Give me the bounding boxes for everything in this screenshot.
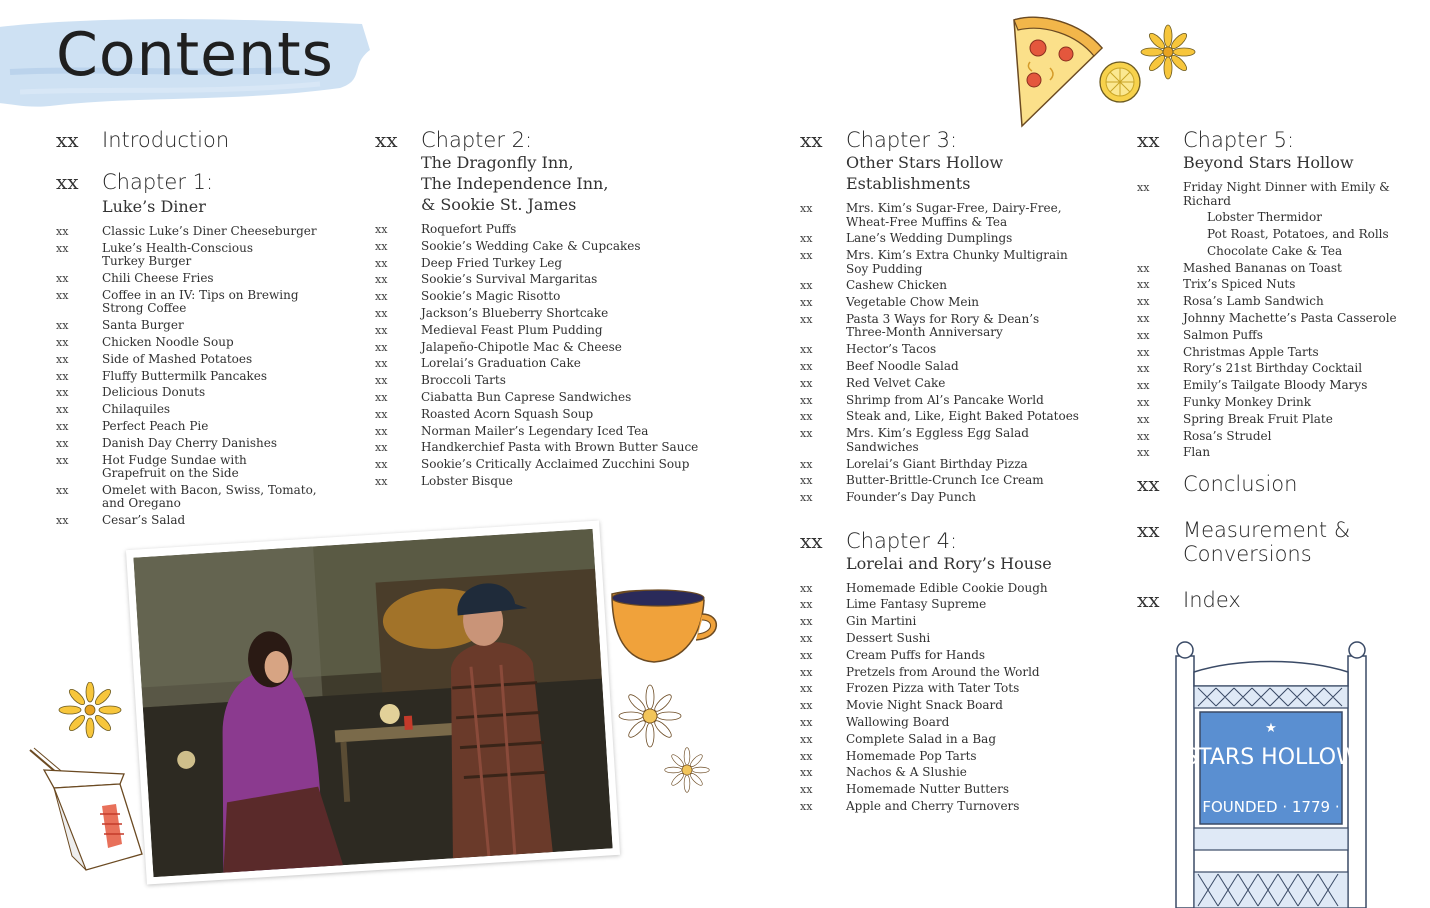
coffee-mug-icon [604, 586, 724, 666]
chapter-2-page-number: xx [375, 128, 398, 152]
recipe-entry [56, 272, 346, 286]
recipe-page-number: xx [1137, 295, 1150, 309]
chapter-5-section [1137, 128, 1430, 460]
recipe-entry [375, 307, 705, 321]
recipe-name: Lobster Bisque [421, 473, 513, 488]
recipe-page-number: xx [375, 390, 388, 404]
recipe-entry [56, 319, 346, 333]
stars-hollow-sign-icon [1168, 638, 1374, 908]
recipe-page-number: xx [1137, 328, 1150, 342]
recipe-name: Shrimp from Al’s Pancake World [846, 392, 1044, 407]
recipe-entry [800, 615, 1100, 629]
toc-column-4 [1137, 128, 1430, 612]
recipe-page-number: xx [1137, 278, 1150, 292]
recipe-entry [800, 491, 1100, 505]
recipe-entry [56, 370, 346, 384]
diner-photo [126, 520, 620, 884]
recipe-page-number: xx [800, 232, 813, 246]
recipe-entry [800, 394, 1100, 408]
recipe-page-number: xx [375, 306, 388, 320]
recipe-name: Norman Mailer’s Legendary Iced Tea [421, 423, 649, 438]
recipe-entry [800, 666, 1100, 680]
chapter-1-title: Chapter 1: [102, 170, 214, 194]
recipe-name: Gin Martini [846, 614, 917, 629]
recipe-name: Mrs. Kim’s Sugar-Free, Dairy-Free, Wheat-Free Muffins & Tea [846, 201, 1062, 229]
recipe-name: Cashew Chicken [846, 278, 947, 293]
recipe-name: Classic Luke’s Diner Cheeseburger [102, 224, 317, 238]
recipe-entry [56, 420, 346, 434]
recipe-entry [800, 733, 1100, 747]
measurement-section [1137, 518, 1430, 566]
recipe-name: Perfect Peach Pie [102, 418, 209, 433]
recipe-name: Lane’s Wedding Dumplings [846, 231, 1013, 246]
recipe-name: Salmon Puffs [1183, 327, 1263, 342]
recipe-page-number: xx [800, 716, 813, 730]
recipe-entry [800, 783, 1100, 797]
recipe-page-number: xx [1137, 312, 1150, 326]
chapter-3-subtitle-line: Other Stars Hollow [846, 153, 1004, 172]
recipe-page-number: xx [375, 424, 388, 438]
chapter-3-recipe-list [800, 202, 1100, 505]
recipe-entry [800, 699, 1100, 713]
recipe-name: Ciabatta Bun Caprese Sandwiches [421, 389, 632, 404]
recipe-page-number: xx [800, 732, 813, 746]
recipe-name: Lorelai’s Giant Birthday Pizza [846, 456, 1028, 471]
yellow-flower-icon [1140, 24, 1196, 80]
recipe-name: Side of Mashed Potatoes [102, 351, 253, 366]
index-page-number: xx [1137, 587, 1160, 612]
recipe-entry [375, 475, 705, 489]
recipe-page-number: xx [56, 369, 69, 383]
intro-page-number: xx [56, 128, 79, 152]
recipe-page-number: xx [375, 340, 388, 354]
recipe-name: Mrs. Kim’s Extra Chunky Multigrain Soy Pudding [846, 248, 1068, 276]
recipe-page-number: xx [375, 474, 388, 488]
chapter-3-page-number: xx [800, 128, 823, 152]
recipe-name: Founder’s Day Punch [846, 490, 977, 505]
recipe-entry [800, 766, 1100, 780]
recipe-name: Pot Roast, Potatoes, and Rolls [1207, 227, 1389, 242]
recipe-name: Sookie’s Wedding Cake & Cupcakes [421, 238, 641, 253]
measurement-title-line: Conversions [1183, 541, 1312, 566]
recipe-page-number: xx [56, 319, 69, 333]
daisy-flower-icon [664, 747, 710, 793]
recipe-page-number: xx [56, 272, 69, 286]
recipe-entry [375, 441, 705, 455]
recipe-name: Johnny Machette’s Pasta Casserole [1183, 311, 1397, 326]
recipe-page-number: xx [375, 256, 388, 270]
recipe-name: Lime Fantasy Supreme [846, 597, 987, 612]
recipe-page-number: xx [800, 699, 813, 713]
recipe-entry [56, 353, 346, 367]
chapter-4-subtitle: Lorelai and Rory’s House [846, 553, 1052, 573]
recipe-page-number: xx [375, 290, 388, 304]
recipe-page-number: xx [800, 343, 813, 357]
recipe-entry [375, 391, 705, 405]
chapter-4-page-number: xx [800, 528, 823, 553]
chapter-1-recipe-list [56, 225, 346, 528]
recipe-entry [56, 289, 346, 316]
recipe-page-number: xx [1137, 379, 1150, 393]
index-title: Index [1183, 587, 1241, 612]
recipe-name: Nachos & A Slushie [846, 765, 967, 780]
recipe-page-number: xx [56, 436, 69, 450]
recipe-page-number: xx [800, 581, 813, 595]
recipe-page-number: xx [56, 335, 69, 349]
recipe-page-number: xx [56, 453, 69, 467]
chapter-5-subtitle: Beyond Stars Hollow [1183, 153, 1354, 172]
recipe-name: Broccoli Tarts [421, 373, 506, 388]
recipe-page-number: xx [800, 474, 813, 488]
recipe-name: Wallowing Board [846, 715, 950, 730]
introduction-section [56, 128, 346, 152]
chapter-2-subtitle-line: & Sookie St. James [421, 195, 577, 214]
chapter-2-section [375, 128, 705, 488]
recipe-name: Beef Noodle Salad [846, 359, 959, 374]
recipe-name: Danish Day Cherry Danishes [102, 435, 277, 450]
recipe-page-number: xx [56, 403, 69, 417]
recipe-entry [1137, 211, 1430, 225]
recipe-entry [1137, 245, 1430, 259]
chapter-5-page-number: xx [1137, 128, 1160, 152]
chapter-5-title: Chapter 5: [1183, 128, 1295, 152]
recipe-entry [1137, 228, 1430, 242]
recipe-name: Fluffy Buttermilk Pancakes [102, 368, 268, 383]
recipe-name: Christmas Apple Tarts [1183, 344, 1319, 359]
daisy-flower-icon [618, 684, 682, 748]
recipe-entry [375, 341, 705, 355]
recipe-name: Luke’s Health-Conscious Turkey Burger [102, 240, 253, 269]
measurement-title-line: Measurement & [1183, 517, 1351, 542]
recipe-name: Mashed Bananas on Toast [1183, 260, 1342, 275]
recipe-name: Delicious Donuts [102, 385, 206, 400]
recipe-name: Spring Break Fruit Plate [1183, 411, 1333, 426]
recipe-entry [800, 202, 1100, 229]
recipe-entry [800, 343, 1100, 357]
recipe-name: Homemade Edible Cookie Dough [846, 580, 1048, 595]
recipe-entry [56, 403, 346, 417]
photo-scene-image [133, 529, 612, 877]
chapter-4-recipe-list [800, 582, 1100, 814]
recipe-page-number: xx [375, 407, 388, 421]
recipe-entry [800, 474, 1100, 488]
lemon-slice-icon [1096, 58, 1144, 106]
recipe-name: Medieval Feast Plum Pudding [421, 322, 603, 337]
recipe-entry [800, 649, 1100, 663]
recipe-entry [800, 360, 1100, 374]
recipe-entry [800, 249, 1100, 276]
conclusion-page-number: xx [1137, 471, 1160, 496]
recipe-entry [56, 336, 346, 350]
recipe-page-number: xx [1137, 362, 1150, 376]
page-title: Contents [56, 20, 334, 90]
chapter-1-page-number: xx [56, 170, 79, 194]
recipe-name: Sookie’s Magic Risotto [421, 289, 561, 304]
recipe-page-number: xx [1137, 429, 1150, 443]
recipe-name: Roasted Acorn Squash Soup [421, 406, 594, 421]
recipe-entry [56, 454, 346, 481]
recipe-entry [56, 437, 346, 451]
recipe-page-number: xx [375, 223, 388, 236]
recipe-page-number: xx [800, 783, 813, 797]
recipe-name: Jackson’s Blueberry Shortcake [421, 305, 609, 320]
recipe-page-number: xx [375, 357, 388, 371]
recipe-name: Chocolate Cake & Tea [1207, 243, 1343, 258]
recipe-name: Homemade Pop Tarts [846, 748, 977, 763]
recipe-entry [1137, 329, 1430, 343]
recipe-name: Lorelai’s Graduation Cake [421, 356, 581, 371]
recipe-name: Hector’s Tacos [846, 342, 937, 357]
sign-star-icon: ★ [1265, 721, 1277, 736]
recipe-page-number: xx [800, 202, 813, 215]
measurement-page-number: xx [1137, 517, 1160, 542]
recipe-page-number: xx [375, 323, 388, 337]
recipe-page-number: xx [800, 249, 813, 263]
recipe-name: Pretzels from Around the World [846, 664, 1040, 679]
recipe-entry [1137, 346, 1430, 360]
recipe-name: Complete Salad in a Bag [846, 731, 997, 746]
recipe-entry [1137, 396, 1430, 410]
recipe-page-number: xx [800, 457, 813, 471]
recipe-page-number: xx [800, 312, 813, 326]
recipe-entry [375, 273, 705, 287]
recipe-entry [800, 232, 1100, 246]
recipe-page-number: xx [375, 374, 388, 388]
recipe-page-number: xx [56, 419, 69, 433]
recipe-name: Rory’s 21st Birthday Cocktail [1183, 361, 1363, 376]
sign-line-1: STARS HOLLOW [1184, 745, 1358, 770]
recipe-entry [1137, 362, 1430, 376]
recipe-entry [800, 427, 1100, 454]
recipe-page-number: xx [800, 598, 813, 612]
recipe-name: Steak and, Like, Eight Baked Potatoes [846, 409, 1079, 424]
recipe-name: Trix’s Spiced Nuts [1183, 277, 1296, 292]
recipe-entry [56, 484, 346, 511]
recipe-entry [56, 386, 346, 400]
recipe-page-number: xx [375, 239, 388, 253]
recipe-name: Hot Fudge Sundae with Grapefruit on the Side [102, 452, 247, 481]
recipe-entry [800, 598, 1100, 612]
recipe-entry [375, 374, 705, 388]
recipe-entry [375, 223, 705, 237]
chapter-4-section [800, 529, 1100, 814]
recipe-entry [800, 582, 1100, 596]
conclusion-title: Conclusion [1183, 471, 1298, 496]
recipe-page-number: xx [1137, 345, 1150, 359]
chapter-2-title: Chapter 2: [421, 128, 533, 152]
recipe-name: Movie Night Snack Board [846, 698, 1003, 713]
recipe-page-number: xx [56, 386, 69, 400]
recipe-page-number: xx [800, 410, 813, 424]
recipe-name: Apple and Cherry Turnovers [846, 799, 1020, 814]
recipe-entry [1137, 413, 1430, 427]
recipe-entry [1137, 379, 1430, 393]
recipe-entry [800, 750, 1100, 764]
recipe-entry [375, 458, 705, 472]
recipe-name: Mrs. Kim’s Eggless Egg Salad Sandwiches [846, 426, 1029, 454]
recipe-entry [800, 632, 1100, 646]
recipe-name: Chili Cheese Fries [102, 271, 214, 286]
chapter-3-subtitle-line: Establishments [846, 174, 971, 193]
recipe-name: Cesar’s Salad [102, 513, 186, 528]
recipe-name: Friday Night Dinner with Emily & Richard [1183, 180, 1390, 208]
recipe-name: Omelet with Bacon, Swiss, Tomato, and Oregano [102, 482, 317, 511]
recipe-page-number: xx [1137, 181, 1150, 194]
recipe-name: Cream Puffs for Hands [846, 647, 986, 662]
sign-line-2: FOUNDED · 1779 · [1202, 798, 1340, 816]
recipe-entry [800, 296, 1100, 310]
toc-column-1 [56, 128, 346, 531]
recipe-page-number: xx [375, 273, 388, 287]
chapter-1-section [56, 170, 346, 528]
recipe-entry [56, 242, 346, 269]
recipe-name: Sookie’s Critically Acclaimed Zucchini Soup [421, 457, 690, 472]
recipe-page-number: xx [800, 648, 813, 662]
recipe-name: Rosa’s Lamb Sandwich [1183, 294, 1324, 309]
pizza-slice-icon [1000, 8, 1110, 128]
recipe-page-number: xx [1137, 446, 1150, 460]
recipe-name: Coffee in an IV: Tips on Brewing Strong Coffee [102, 287, 299, 316]
recipe-page-number: xx [800, 682, 813, 696]
recipe-entry [375, 290, 705, 304]
recipe-page-number: xx [800, 665, 813, 679]
recipe-page-number: xx [56, 483, 69, 497]
recipe-name: Pasta 3 Ways for Rory & Dean’s Three-Month Anniversary [846, 311, 1040, 340]
recipe-name: Funky Monkey Drink [1183, 395, 1312, 410]
chapter-2-subtitle-line: The Independence Inn, [421, 174, 609, 193]
index-section [1137, 588, 1430, 612]
recipe-entry [375, 357, 705, 371]
recipe-page-number: xx [800, 393, 813, 407]
recipe-page-number: xx [56, 288, 69, 302]
chapter-5-recipe-list [1137, 181, 1430, 460]
recipe-entry [1137, 262, 1430, 276]
chapter-1-subtitle: Luke’s Diner [102, 197, 206, 216]
recipe-page-number: xx [800, 427, 813, 441]
recipe-entry [1137, 430, 1430, 444]
recipe-entry [800, 458, 1100, 472]
chapter-4-title: Chapter 4: [846, 528, 958, 553]
recipe-name: Santa Burger [102, 318, 184, 333]
recipe-page-number: xx [375, 458, 388, 472]
recipe-entry [1137, 181, 1430, 208]
recipe-name: Deep Fried Turkey Leg [421, 255, 563, 270]
recipe-entry [800, 682, 1100, 696]
recipe-name: Handkerchief Pasta with Brown Butter Sauce [421, 440, 699, 455]
recipe-entry [56, 225, 346, 239]
recipe-name: Jalapeño-Chipotle Mac & Cheese [421, 339, 622, 354]
recipe-entry [375, 425, 705, 439]
recipe-page-number: xx [800, 766, 813, 780]
recipe-entry [1137, 295, 1430, 309]
recipe-name: Emily’s Tailgate Bloody Marys [1183, 378, 1368, 393]
recipe-entry [800, 410, 1100, 424]
intro-title: Introduction [102, 128, 230, 152]
recipe-entry [800, 313, 1100, 340]
recipe-page-number: xx [800, 279, 813, 293]
chapter-2-recipe-list [375, 223, 705, 488]
recipe-entry [800, 279, 1100, 293]
recipe-page-number: xx [800, 491, 813, 505]
recipe-entry [800, 800, 1100, 814]
recipe-name: Rosa’s Strudel [1183, 428, 1272, 443]
recipe-name: Flan [1183, 445, 1211, 460]
recipe-page-number: xx [56, 514, 69, 528]
recipe-entry [1137, 312, 1430, 326]
recipe-page-number: xx [800, 615, 813, 629]
recipe-name: Chicken Noodle Soup [102, 334, 234, 349]
chapter-2-subtitle-line: The Dragonfly Inn, [421, 153, 574, 172]
toc-column-2 [375, 128, 705, 492]
recipe-page-number: xx [800, 360, 813, 374]
recipe-page-number: xx [375, 441, 388, 455]
recipe-entry [375, 324, 705, 338]
recipe-entry [375, 257, 705, 271]
recipe-entry [375, 408, 705, 422]
recipe-name: Homemade Nutter Butters [846, 782, 1010, 797]
recipe-name: Dessert Sushi [846, 631, 931, 646]
recipe-entry [800, 377, 1100, 391]
takeout-box-icon [24, 744, 150, 876]
recipe-page-number: xx [800, 800, 813, 814]
recipe-entry [800, 716, 1100, 730]
recipe-name: Chilaquiles [102, 402, 171, 417]
recipe-name: Vegetable Chow Mein [846, 295, 980, 310]
recipe-page-number: xx [1137, 396, 1150, 410]
recipe-name: Roquefort Puffs [421, 222, 517, 236]
recipe-entry [375, 240, 705, 254]
recipe-name: Sookie’s Survival Margaritas [421, 272, 598, 287]
conclusion-section [1137, 472, 1430, 496]
yellow-flower-icon [58, 682, 122, 738]
chapter-3-title: Chapter 3: [846, 128, 958, 152]
recipe-page-number: xx [800, 749, 813, 763]
recipe-page-number: xx [56, 225, 69, 238]
recipe-page-number: xx [56, 241, 69, 255]
chapter-3-section [800, 128, 1100, 505]
recipe-name: Red Velvet Cake [846, 375, 946, 390]
recipe-entry [56, 514, 346, 528]
recipe-page-number: xx [800, 296, 813, 310]
recipe-entry [1137, 278, 1430, 292]
recipe-page-number: xx [1137, 412, 1150, 426]
recipe-page-number: xx [800, 632, 813, 646]
recipe-page-number: xx [1137, 261, 1150, 275]
recipe-name: Frozen Pizza with Tater Tots [846, 681, 1020, 696]
recipe-name: Butter-Brittle-Crunch Ice Cream [846, 473, 1044, 488]
recipe-page-number: xx [800, 376, 813, 390]
recipe-name: Lobster Thermidor [1207, 210, 1322, 225]
recipe-entry [1137, 446, 1430, 460]
toc-column-3 [800, 128, 1100, 817]
recipe-page-number: xx [56, 352, 69, 366]
